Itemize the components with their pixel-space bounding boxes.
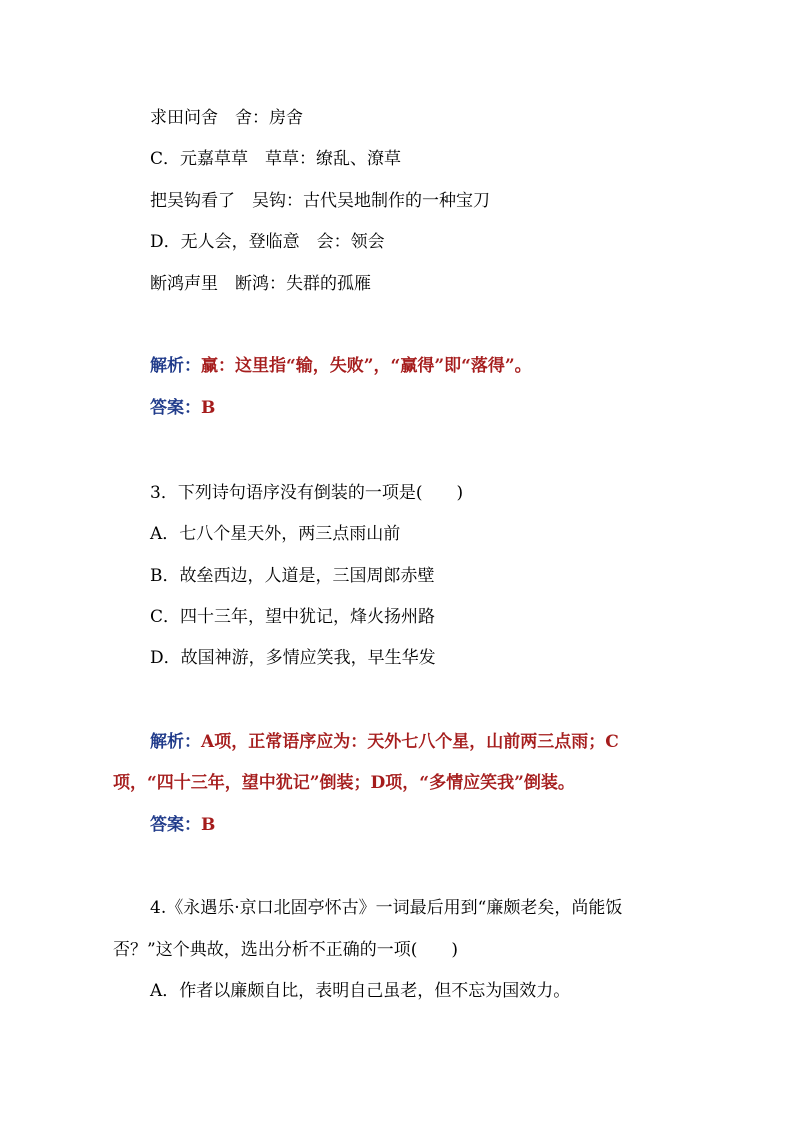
option-d-line: D．无人会，登临意 会：领会 [150, 232, 385, 252]
text-line-3: 把吴钩看了 吴钩：古代吴地制作的一种宝刀 [150, 191, 490, 211]
q3-option-d: D．故国神游，多情应笑我，早生华发 [150, 648, 436, 668]
analysis-label: 解析： [150, 732, 201, 752]
answer-value: B [201, 398, 216, 418]
q3-analysis-line1 [150, 730, 619, 754]
answer-value: B [201, 815, 216, 835]
q3-stem: 3．下列诗句语序没有倒装的一项是( ) [150, 483, 464, 503]
analysis-text: A项，正常语序应为：天外七八个星，山前两三点雨；C [201, 732, 619, 752]
q2-analysis [150, 354, 532, 378]
q4-stem-line2: 否？”这个典故，选出分析不正确的一项( ) [113, 940, 458, 960]
q2-answer [150, 396, 215, 420]
analysis-text: 赢：这里指“输，失败”，“赢得”即“落得”。 [201, 356, 532, 376]
q4-stem-line1: 4.《永遇乐·京口北固亭怀古》一词最后用到“廉颇老矣，尚能饭 [150, 898, 623, 918]
text-line-1: 求田问舍 舍：房舍 [150, 108, 303, 128]
option-c-line: C．元嘉草草 草草：缭乱、潦草 [150, 149, 402, 169]
answer-label: 答案： [150, 398, 201, 418]
q3-analysis-line2: 项，“四十三年，望中犹记”倒装；D项，“多情应笑我”倒装。 [113, 773, 575, 793]
q4-option-a: A．作者以廉颇自比，表明自己虽老，但不忘为国效力。 [150, 981, 571, 1001]
q3-option-c: C．四十三年，望中犹记，烽火扬州路 [150, 607, 436, 627]
answer-label: 答案： [150, 815, 201, 835]
q3-option-a: A．七八个星天外，两三点雨山前 [150, 524, 401, 544]
text-line-5: 断鸿声里 断鸿：失群的孤雁 [150, 274, 371, 294]
q3-option-b: B．故垒西边，人道是，三国周郎赤壁 [150, 566, 435, 586]
analysis-label: 解析： [150, 356, 201, 376]
q3-answer [150, 813, 215, 837]
